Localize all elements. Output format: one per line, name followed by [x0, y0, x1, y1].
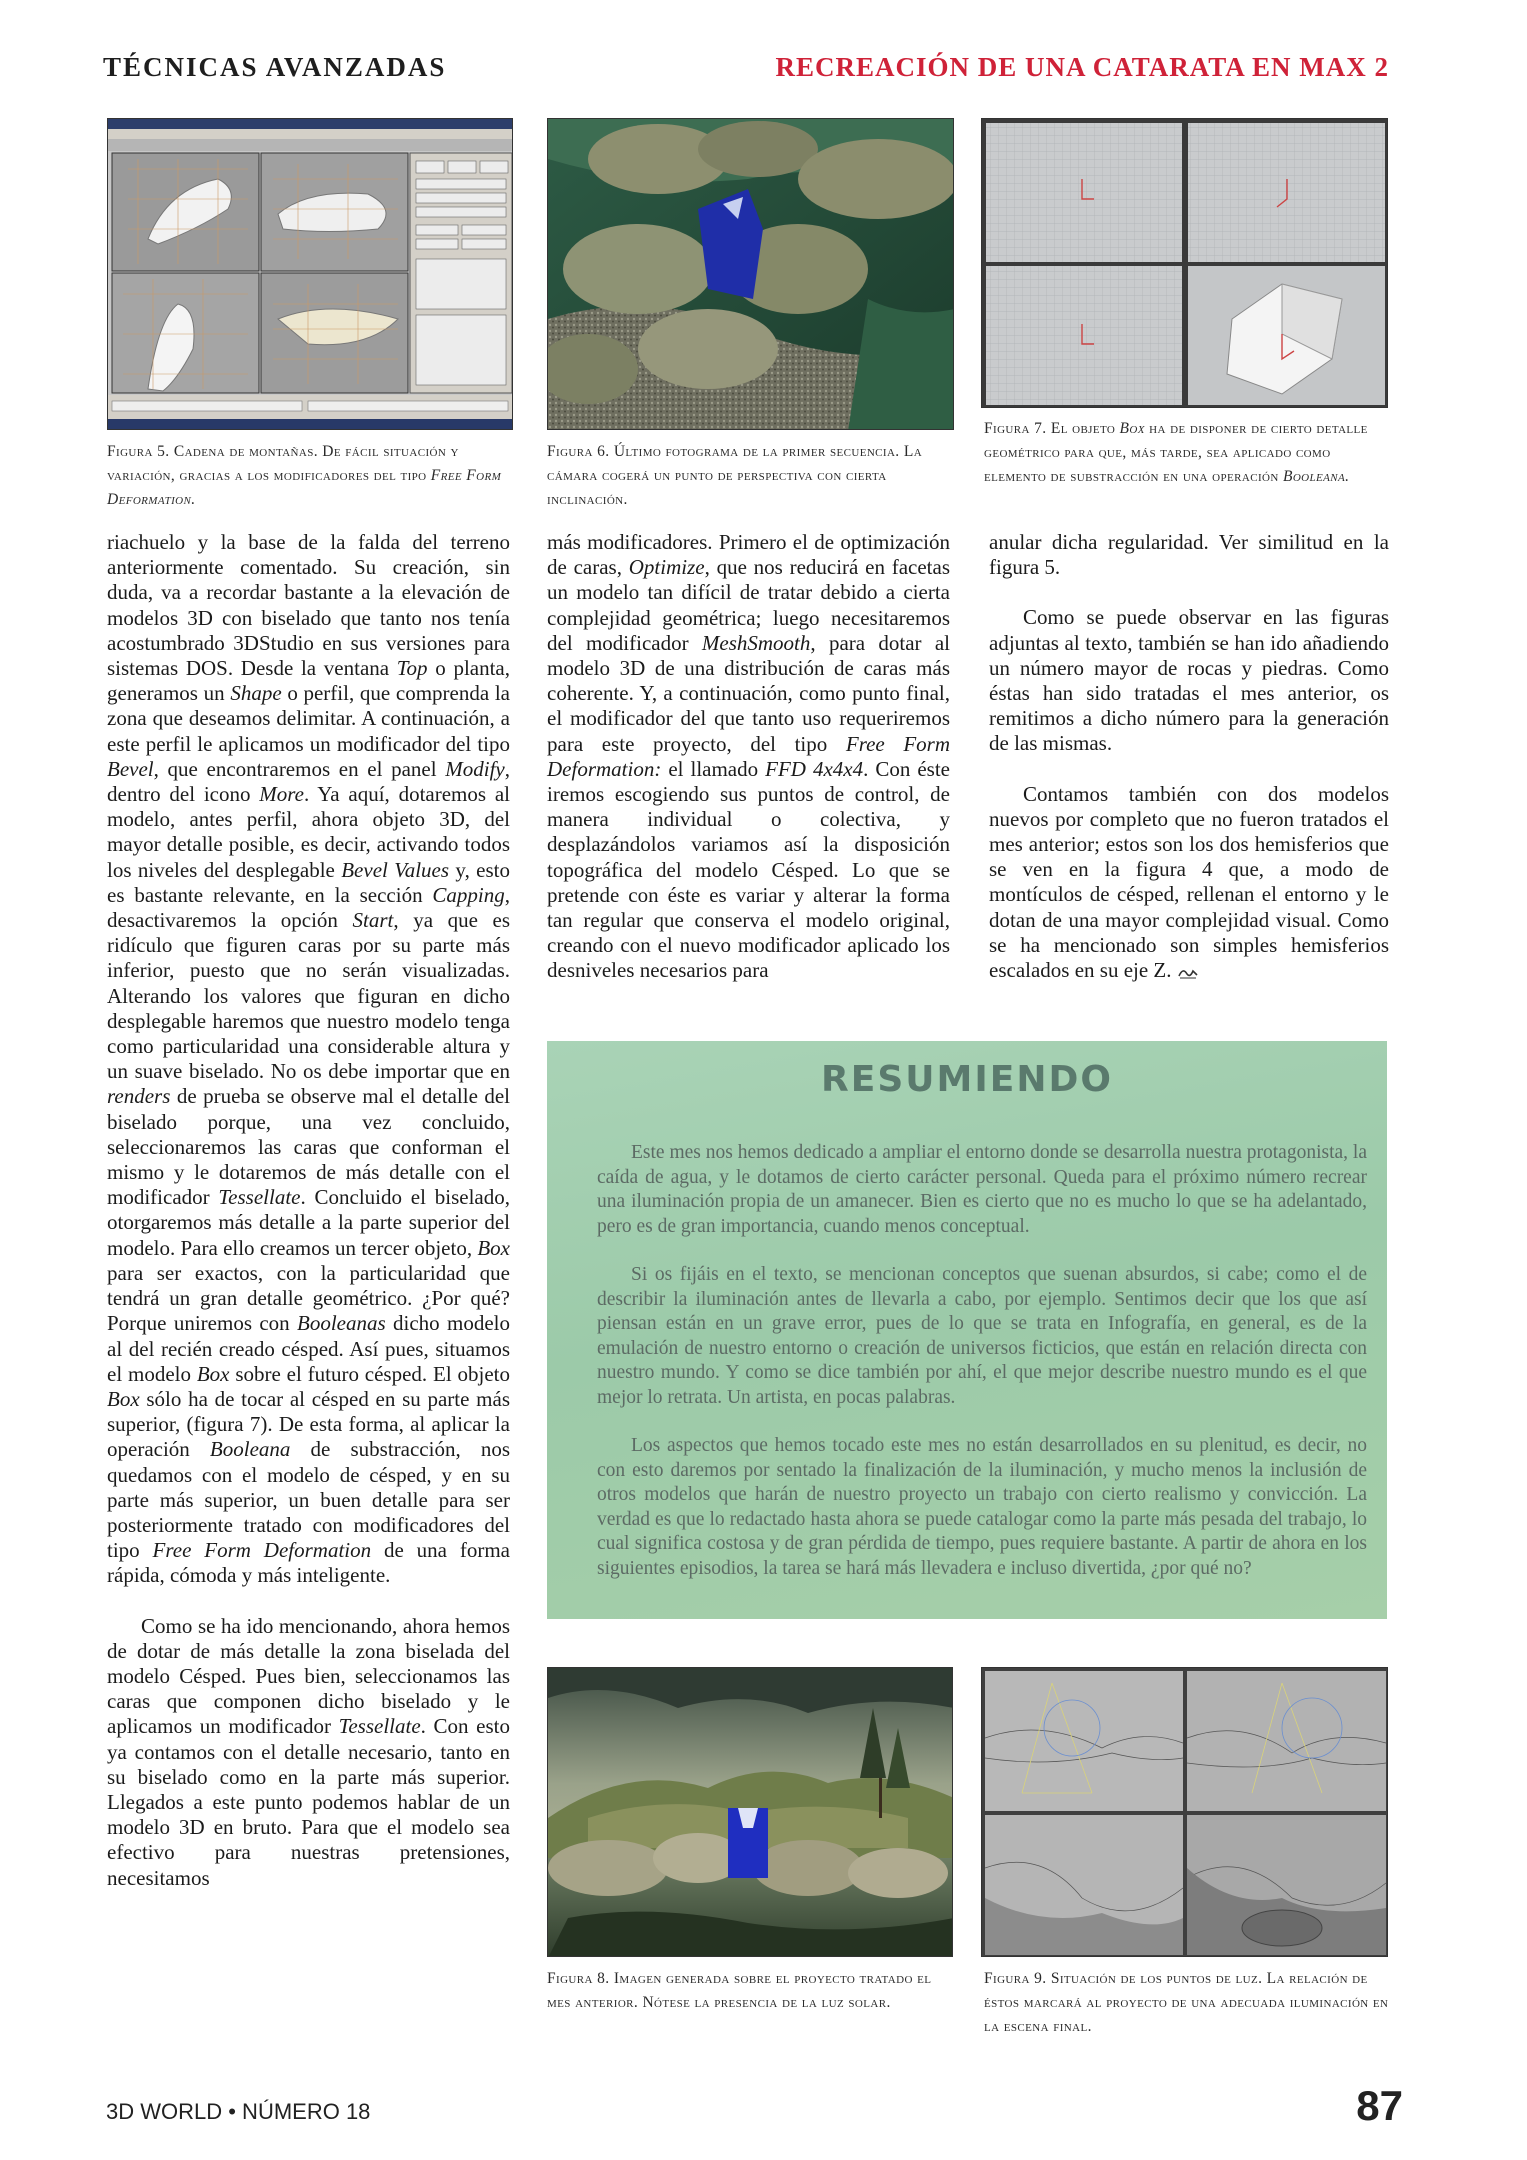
col1-p1-text: . Concluido el biselado, otorgaremos más detalle a la parte superior del modelo. Para ello creamos un tercer objeto,: [107, 1185, 510, 1260]
col1-p1-text: para ser exactos, con la particularidad que tendrá un gran detalle geométrico. ¿Por qué? Porque uniremos con: [107, 1260, 510, 1336]
col2-p1-text: . Con éste iremos escogiendo sus puntos de control, de manera individual o colectiva, y desplazándolos variamos así la disposición topográfica del modelo Césped. Lo que se pretende con éste es variar y alterar la forma tan regular que conserva el modelo original, creando con el nuevo modificador aplicado los desniveles necesarios para: [547, 756, 950, 983]
body-column-3: [989, 530, 1389, 983]
col1-p1-term: renders: [107, 1084, 171, 1109]
summary-paragraph-1: Este mes nos hemos dedicado a ampliar el entorno donde se desarrolla nuestra protagonista, la caída de agua, y le dotamos de cierto carácter personal. Queda para el próximo número recrear una iluminación propia de un amanecer. Bien es cierto que no es mucho lo que se ha adelantado, pero es de gran importancia, cuando menos conceptual.: [597, 1142, 1367, 1237]
col1-paragraph-2: [107, 1614, 510, 1891]
summary-body: [597, 1141, 1367, 1605]
col1-p1-text: . Ya aquí, dotaremos al modelo, antes perfil, ahora objeto 3D, del mayor detalle posible, es decir, activando todos los niveles del desplegable: [107, 782, 510, 882]
figure-5-image: [107, 118, 513, 430]
figure-8-caption-lead: Figura 8.: [547, 1970, 610, 1987]
col1-p2-text: Como se ha ido mencionando, ahora hemos de dotar de más detalle la zona biselada del modelo Césped. Pues bien, seleccionamos las caras que componen dicho biselado y le aplicamos un modificador: [107, 1613, 510, 1739]
col2-p1-text: , para dotar al modelo 3D de una distribución de caras más coherente. Y, a continuación, como punto final, el modificador del que tanto uso requeriremos para este proyecto, del tipo: [547, 630, 950, 756]
figure-5-caption: [107, 440, 517, 512]
figure-6-caption-lead: Figura 6.: [547, 443, 610, 460]
col1-p1-term: Box: [107, 1386, 140, 1411]
figure-7-caption-lead: Figura 7.: [984, 420, 1047, 437]
col1-p1-text: sobre el futuro césped. El objeto: [229, 1361, 510, 1386]
figure-5-caption-text: Cadena de montañas. De fácil situación y variación, gracias a los modificadores del tipo: [107, 443, 459, 484]
col3-paragraph-3: [989, 782, 1389, 984]
col1-p1-term: Free Form Deformation: [152, 1538, 372, 1563]
article-title: RECREACIÓN DE UNA CATARATA EN MAX 2: [775, 52, 1389, 82]
col1-p1-term: Tessellate: [218, 1185, 301, 1210]
col2-p1-text: el llamado: [661, 756, 766, 781]
figure-6-caption-text: Último fotograma de la primer secuencia. La cámara cogerá un punto de perspectiva con cierta inclinación.: [547, 443, 923, 508]
col1-p1-text: , ya que es ridículo que figuren caras por su parte más inferior, puesto que no serán visualizadas. Alterando los valores que figuran en dicho desplegable haremos que nuestro modelo tenga como particularidad una considerable altura y un suave biselado. No os debe importar que en: [107, 908, 510, 1084]
col1-p1-term: Booleana: [209, 1437, 291, 1462]
col1-p1-text: de prueba se observe mal el detalle del biselado porque, una vez concluido, seleccionaremos las caras que conforman el mismo y le dotaremos de más detalle con el modificador: [107, 1084, 510, 1210]
section-header: TÉCNICAS AVANZADAS: [103, 52, 447, 82]
col1-p1-term: Shape: [230, 681, 282, 706]
figure-8-image: [547, 1667, 953, 1957]
figure-7-image: [981, 118, 1388, 408]
figure-9-image: [981, 1667, 1388, 1957]
col1-p1-text: o perfil, que comprenda la zona que deseamos delimitar. A continuación, a este perfil le aplicamos un modificador del tipo: [107, 681, 510, 756]
summary-paragraph-3: Los aspectos que hemos tocado este mes no están desarrollados en su plenitud, es decir, no con esto daremos por sentado la finalización de la iluminación, y mucho menos la inclusión de otros modelos que harán de nuestro proyecto un trabajo con cierto realismo y convicción. La verdad es que lo redactado hasta ahora se puede catalogar como la parte más pesada del trabajo, lo cual significa costosa y de gran pérdida de tiempo, pues requiere bastante. A partir de ahora en los siguientes episodios, la tarea se hará más llevadera e incluso divertida, ¿por qué no?: [597, 1435, 1367, 1579]
figure-9-caption-lead: Figura 9.: [984, 1970, 1047, 1987]
col1-p1-text: sólo ha de tocar al césped en su parte más superior, (figura 7). De esta forma, al aplicar la operación: [107, 1386, 510, 1462]
figure-5-caption-lead: Figura 5.: [107, 443, 170, 460]
figure-7-caption-italic-1: Box: [1119, 420, 1145, 437]
col1-p1-term: Start: [352, 908, 394, 933]
col1-p1-text: dicho modelo al del recién creado césped. Así pues, situamos el modelo: [107, 1311, 510, 1386]
page-number: 87: [1356, 2082, 1403, 2129]
col1-p1-term: Top: [396, 656, 428, 681]
col1-p1-term: Bevel Values: [341, 857, 450, 882]
col2-p1-term: Free Form Deformation:: [547, 731, 951, 781]
col1-p2-term: Tessellate: [338, 1714, 421, 1739]
col2-p1-text: , que nos reducirá en facetas un modelo tan difícil de tratar debido a cierta complejidad geométrica; luego necesitaremos del modificador: [547, 555, 950, 655]
col1-p1-text: , dentro del icono: [107, 756, 510, 807]
col1-p1-text: , desactivaremos la opción: [107, 882, 510, 933]
col1-p1-text: , que encontraremos en el panel: [153, 756, 446, 781]
body-column-1: [107, 530, 510, 1891]
col3-p3-text: Contamos también con dos modelos nuevos por completo que no fueron tratados el mes anterior; estos son los dos hemisferios que se ven en la figura 4 que, a modo de montículos de césped, rellenan el entorno y le dotan de una mayor complejidad visual. Como se ha mencionado son simples hemisferios escalados en su eje Z.: [989, 781, 1389, 983]
col1-p1-term: More: [259, 782, 304, 807]
figure-7-caption: [984, 417, 1390, 489]
end-signature-icon: [1177, 965, 1199, 979]
col1-p2-text: . Con esto ya contamos con el detalle necesario, tanto en su biselado como en la parte más superior. Llegados a este punto podemos hablar de un modelo 3D en bruto. Para que el modelo sea efectivo para nuestras pretensiones, necesitamos: [107, 1714, 510, 1890]
col1-paragraph-1: [107, 530, 510, 1589]
col2-p1-term: FFD 4x4x4: [765, 756, 864, 781]
col1-p1-term: Bevel: [107, 756, 154, 781]
figure-5-caption-italic: Free Form Deformation.: [107, 467, 502, 508]
col1-p1-term: Box: [477, 1235, 510, 1260]
figure-6-caption: [547, 440, 957, 512]
summary-title: RESUMIENDO: [821, 1059, 1113, 1100]
col1-p1-term: Modify: [445, 756, 505, 781]
publication-footer: 3D WORLD • NÚMERO 18: [106, 2099, 371, 2124]
col2-p1-text: más modificadores. Primero el de optimización de caras,: [547, 530, 950, 580]
col1-p1-term: Box: [196, 1361, 230, 1386]
figure-7-caption-text-1: El objeto: [1046, 420, 1120, 437]
col1-p1-text: y, esto es bastante relevante, en la sección: [107, 857, 511, 907]
col2-paragraph-1: [547, 530, 950, 984]
figure-7-caption-text-2: ha de disponer de cierto detalle geométrico para que, más tarde, sea aplicado como elemento de substracción en una operación: [984, 420, 1368, 485]
summary-paragraph-2: Si os fijáis en el texto, se mencionan conceptos que suenan absurdos, si cabe; como el de describir la iluminación antes de llevarla a cabo, por ejemplo. Sentimos decir que los que así piensan están en un grave error, pues de lo que se trata en Infografía, en general, es de la emulación de nuestro entorno o creación de universos ficticios, que están en relación directa con nuestro mundo. Y como se dice también por ahí, el que mejor describe nuestro mundo es el que mejor lo retrata. Un artista, en pocas palabras.: [597, 1264, 1367, 1408]
figure-8-caption-text: Imagen generada sobre el proyecto tratado el mes anterior. Nótese la presencia de la luz solar.: [547, 1970, 932, 2011]
col1-p1-term: Capping: [432, 882, 505, 907]
col1-p1-text: de una forma rápida, cómoda y más inteligente.: [107, 1538, 510, 1588]
col1-p1-term: Booleanas: [297, 1311, 386, 1336]
figure-9-caption-text: Situación de los puntos de luz. La relación de éstos marcará al proyecto de una adecuada iluminación en la escena final.: [984, 1970, 1389, 2035]
col3-paragraph-2: Como se puede observar en las figuras adjuntas al texto, también se han ido añadiendo un número mayor de rocas y piedras. Como éstas han sido tratadas el mes anterior, os remitimos a dicho número para la generación de las mismas.: [989, 605, 1389, 756]
summary-box: [547, 1041, 1387, 1619]
col2-p1-term: MeshSmooth: [701, 630, 811, 655]
col1-p1-text: de substracción, nos quedamos con el modelo de césped, y en su parte más superior, un buen detalle para ser posteriormente tratado con modificadores del tipo: [107, 1437, 510, 1563]
col1-p1-text: o planta, generamos un: [107, 656, 510, 706]
col2-p1-term: Optimize: [628, 555, 705, 580]
col3-paragraph-1: anular dicha regularidad. Ver similitud en la figura 5.: [989, 530, 1389, 580]
col1-p1-text: riachuelo y la base de la falda del terreno anteriormente comentado. Su creación, sin duda, va a recordar bastante a la elevación de modelos 3D con biselado que tanto nos tenía acostumbrado 3DStudio en sus versiones para sistemas DOS. Desde la ventana: [107, 530, 510, 681]
body-column-2: [547, 530, 950, 984]
figure-8-caption: [547, 1967, 957, 2015]
figure-9-caption: [984, 1967, 1390, 2039]
figure-6-image: [547, 118, 954, 430]
figure-7-caption-italic-2: Booleana.: [1282, 468, 1350, 485]
